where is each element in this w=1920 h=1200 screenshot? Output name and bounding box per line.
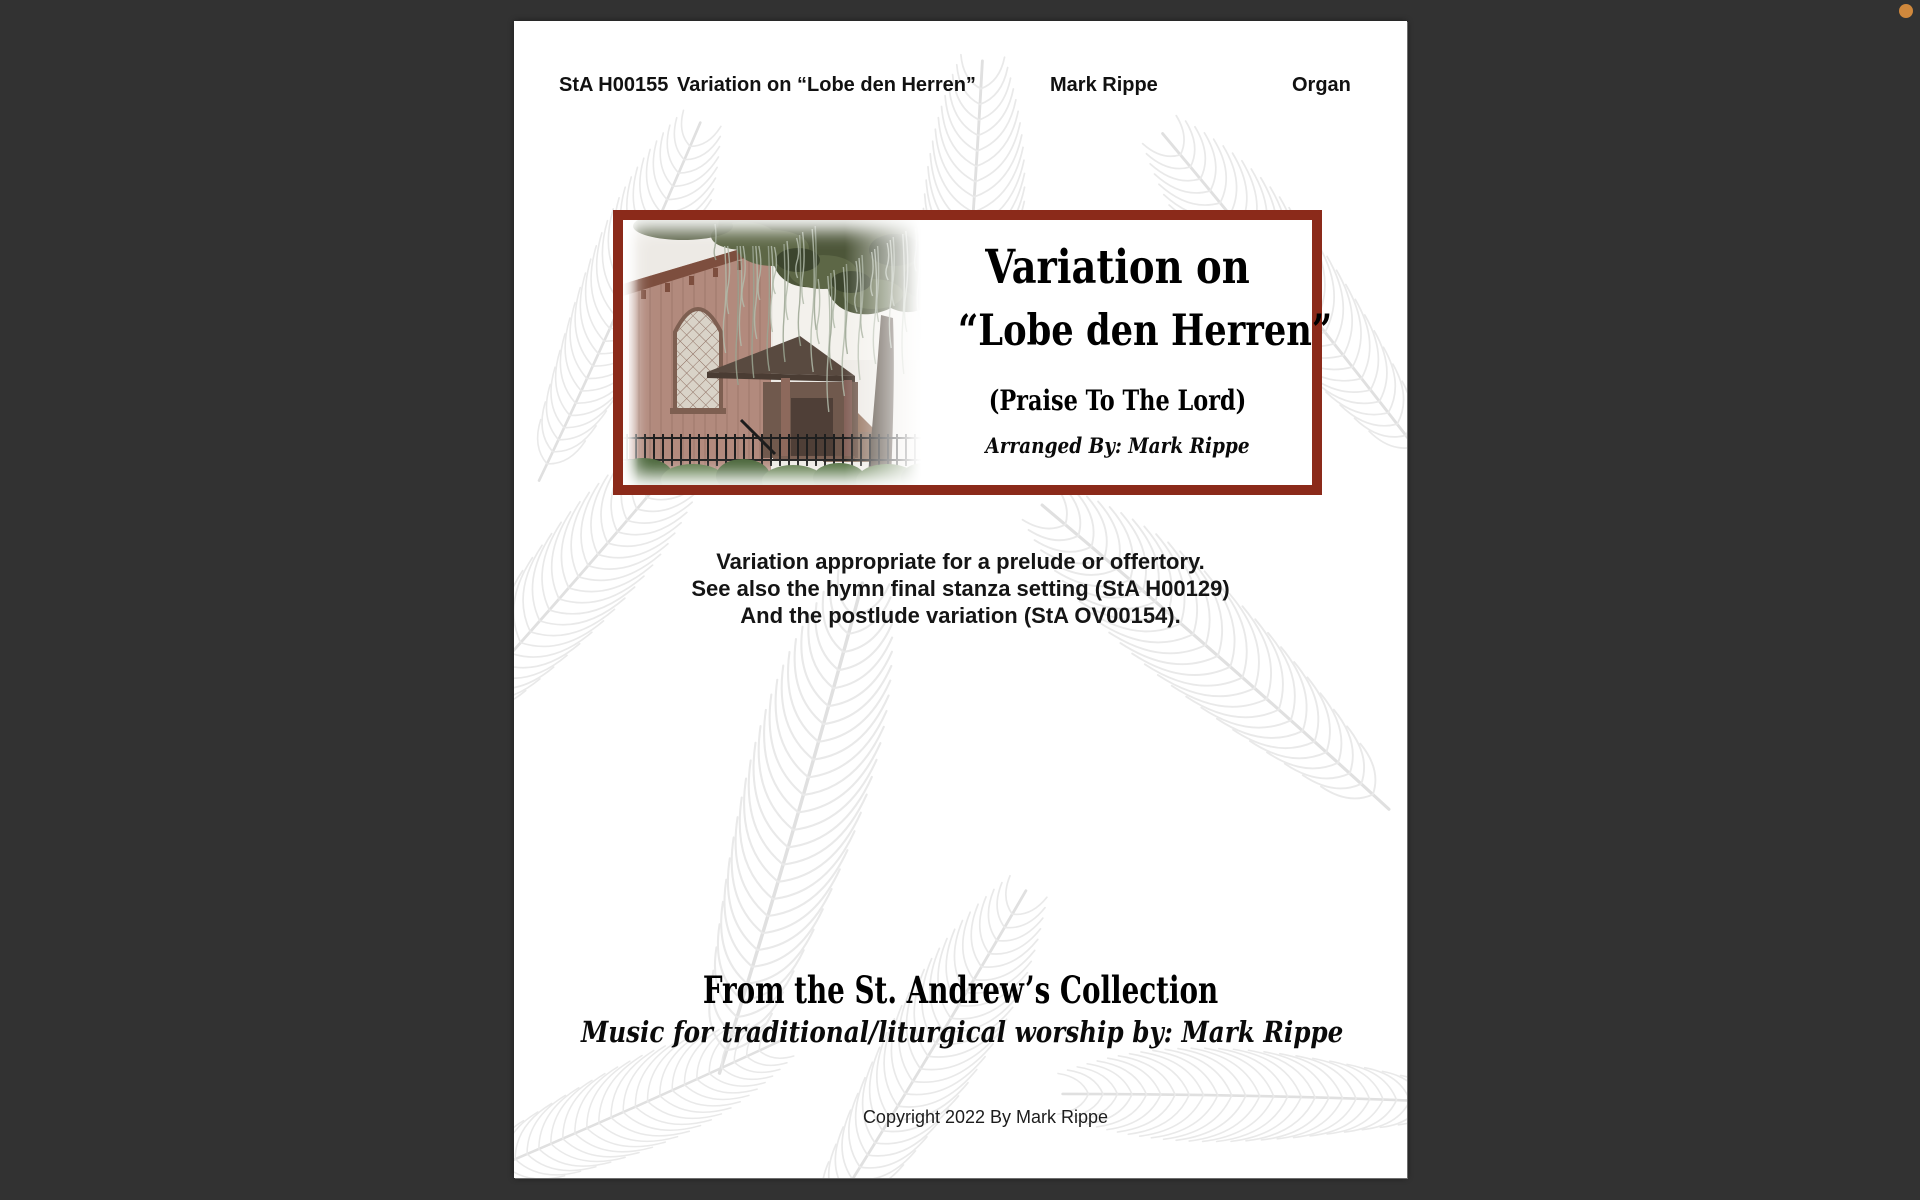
arranger-credit: Arranged By: Mark Rippe xyxy=(985,433,1250,458)
document-page xyxy=(514,21,1407,1178)
usage-note-line: Variation appropriate for a prelude or offertory. xyxy=(716,549,1205,574)
work-title-line2: “Lobe den Herren” xyxy=(958,306,1333,356)
church-photo xyxy=(623,220,931,485)
work-subtitle: (Praise To The Lord) xyxy=(988,384,1247,417)
usage-note-line: And the postlude variation (StA OV00154). xyxy=(740,603,1181,628)
work-title-line1: Variation on xyxy=(985,240,1250,295)
usage-notes xyxy=(514,548,1407,629)
notification-dot-icon xyxy=(1899,4,1913,18)
copyright-notice: Copyright 2022 By Mark Rippe xyxy=(862,1107,1109,1127)
collection-title: From the St. Andrew’s Collection xyxy=(702,968,1219,1012)
usage-note-line: See also the hymn final stanza setting (StA H00129) xyxy=(691,576,1230,601)
church-photo-illustration xyxy=(623,220,931,485)
catalog-number: StA H00155 xyxy=(559,74,669,96)
title-box xyxy=(613,210,1333,495)
header-composer: Mark Rippe xyxy=(1050,74,1158,96)
collection-tagline: Music for traditional/liturgical worship by: Mark Rippe xyxy=(580,1015,1344,1049)
header-instrument: Organ xyxy=(1292,74,1351,96)
header-title: Variation on “Lobe den Herren” xyxy=(677,74,976,96)
